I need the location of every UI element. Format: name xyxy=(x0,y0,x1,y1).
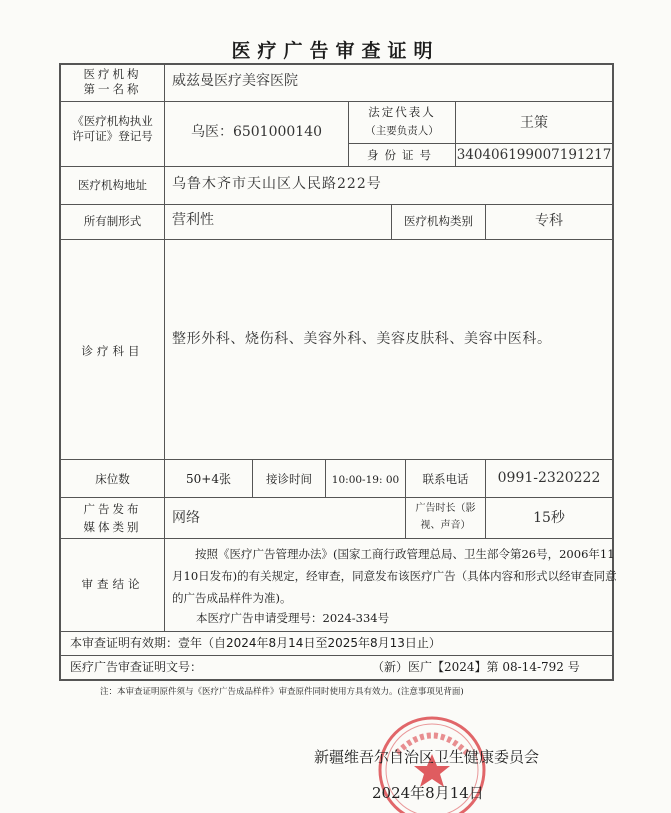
conclusion-label: 审查结论 xyxy=(81,577,144,591)
hours-label: 接诊时间 xyxy=(266,472,312,486)
cert-number-label: 医疗广告审查证明文号： xyxy=(70,660,203,674)
duration-label: 广告时长（影 视、声音） xyxy=(415,503,476,531)
issue-date: 2024年8月14日 xyxy=(372,784,484,802)
phone-label: 联系电话 xyxy=(422,472,469,486)
document-title: 医疗广告审查证明 xyxy=(231,40,440,62)
subjects: 整形外科、烧伤科、美容外科、美容皮肤科、美容中医科。 xyxy=(172,331,552,347)
issuer: 新疆维吾尔自治区卫生健康委员会 xyxy=(314,748,540,766)
beds: 50+4张 xyxy=(186,472,231,486)
category-label: 医疗机构类别 xyxy=(404,214,473,228)
license-label: 《医疗机构执业 许可证》登记号 xyxy=(72,114,153,143)
application-number: 本医疗广告申请受理号：2024-334号 xyxy=(196,611,390,625)
media-label: 广告发布 媒体类别 xyxy=(83,502,142,534)
media: 网络 xyxy=(172,510,200,526)
institution-label: 医疗机构 第一名称 xyxy=(83,67,142,96)
category: 专科 xyxy=(535,213,563,229)
hours: 10:00-19: 00 xyxy=(331,474,400,486)
institution-name: 威兹曼医疗美容医院 xyxy=(172,73,298,89)
legal-rep-label: 法定代表人 （主要负责人） xyxy=(365,105,439,137)
phone: 0991-2320222 xyxy=(497,470,601,486)
beds-label: 床位数 xyxy=(95,472,130,486)
conclusion-text: 按照《医疗广告管理办法》(国家工商行政管理总局、卫生部令第26号，2006年11月10日发布)的有关规定，经审查，同意发布该医疗广告（具体内容和形式以经审查同意的广告成品样件为准)。 xyxy=(172,547,617,605)
validity-period: 本审查证明有效期：壹年（自2024年8月14日至2025年8月13日止） xyxy=(70,636,441,650)
address: 乌鲁木齐市天山区人民路222号 xyxy=(172,176,382,192)
ownership-label: 所有制形式 xyxy=(83,214,142,228)
cert-number: （新）医广【2024】第 08-14-792 号 xyxy=(372,660,580,674)
license-number: 乌医：6501000140 xyxy=(190,124,323,140)
duration: 15秒 xyxy=(533,510,565,526)
subjects-label: 诊疗科目 xyxy=(81,344,144,358)
legal-rep-name: 王策 xyxy=(520,115,548,131)
address-label: 医疗机构地址 xyxy=(78,178,147,192)
footnote: 注：本审查证明原件须与《医疗广告成品样件》审查原件同时使用方具有效力。(注意事项见背面) xyxy=(100,687,464,697)
id-number: 340406199007191217 xyxy=(456,147,612,163)
id-label: 身份证号 xyxy=(367,148,437,162)
ownership: 营利性 xyxy=(172,212,214,228)
